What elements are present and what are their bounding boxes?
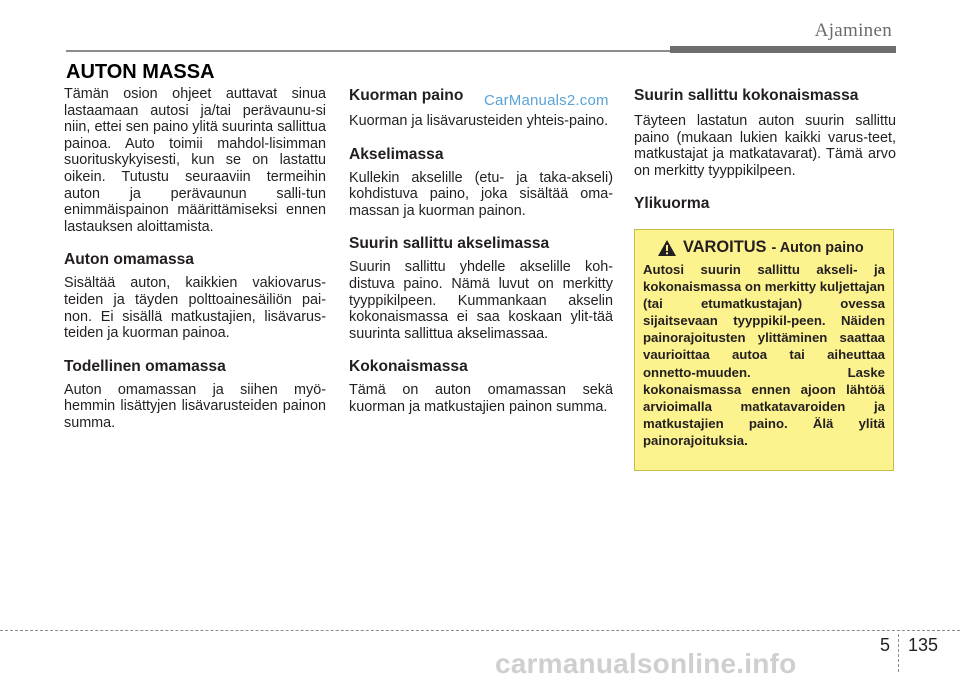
warning-subtitle: - Auton paino (771, 239, 864, 256)
heading-auton-omamassa: Auton omamassa (64, 251, 194, 269)
running-head: Ajaminen (814, 20, 892, 41)
warning-box (634, 229, 894, 471)
warning-header (657, 238, 885, 257)
heading-suurin-akselimassa: Suurin sallittu akselimassa (349, 235, 550, 253)
paragraph-auton-omamassa: Sisältää auton, kaikkien vakiovarus-teiden ja täyden polttoainesäiliön pai-non. Ei sisällä matkustajien, lisävarus-teiden ja kuorman painoa. (64, 275, 326, 342)
heading-kuorman-paino: Kuorman paino (349, 87, 464, 104)
paragraph-kuorman-paino: Kuorman ja lisävarusteiden yhteis-paino. (349, 113, 609, 129)
page-number: 135 (908, 635, 939, 655)
page-number-divider (898, 634, 899, 672)
column-left (64, 86, 326, 432)
header-rule-accent (670, 46, 896, 53)
footer-watermark: carmanualsonline.info (495, 648, 797, 679)
column-right (634, 86, 896, 213)
heading-todellinen-omamassa: Todellinen omamassa (64, 357, 226, 375)
heading-akselimassa: Akselimassa (349, 145, 444, 163)
paragraph-todellinen-omamassa: Auton omamassan ja siihen myö-hemmin lisättyjen lisävarusteiden painon summa. (64, 381, 326, 431)
watermark-link[interactable]: CarManuals2.com (484, 92, 609, 109)
paragraph-akselimassa: Kullekin akselille (etu- ja taka-akseli) kohdistuva paino, joka sisältää oma-massan ja kuorman painon. (349, 169, 613, 219)
warning-body: Autosi suurin sallittu akseli- ja kokonaismassa on merkitty kuljettajan (tai etumatkustajan) ovessa sijaitsevaan tyyppikil-peen. Näiden painorajoitusten ylittäminen saattaa vaurioittaa autoa tai aiheuttaa onnetto-muuden. Laske kokonaismassa ennen ajoon lähtöä arvioimalla matkatavaroiden ja matkustajien paino. Älä ylitä painorajoituksia. (643, 262, 885, 448)
header-rule (66, 50, 670, 52)
heading-kokonaismassa: Kokonaismassa (349, 358, 468, 376)
heading-suurin-kokonaismassa: Suurin sallittu kokonaismassa (634, 87, 859, 104)
paragraph-suurin-kokonaismassa: Täyteen lastatun auton suurin sallittu paino (mukaan lukien kaikki varus-teet, matkustajat ja matkatavarat). Tämä arvo on merkitty tyyppikilpeen. (634, 113, 896, 179)
intro-paragraph: Tämän osion ohjeet auttavat sinua lastaamaan autosi ja/tai perävaunu-si niin, ettei sen paino ylitä suurinta sallittua painoa. Auto toimii mahdol-lisimman suorituskykyisesti, kun se on lastattu oikein. Tutustu seuraaviin termeihin auton ja perävaunun salli-tun enimmäispainon määrittämiseksi ennen lastauksen aloittamista. (64, 86, 326, 235)
chapter-number: 5 (880, 635, 891, 655)
footer-rule (0, 630, 960, 631)
paragraph-suurin-akselimassa: Suurin sallittu yhdelle akselille koh-distuva paino. Nämä luvut on merkitty tyyppikilpeen. Kummankaan akselin kokonaismassa ei saa koskaan ylit-tää suurinta sallittua akselimassaa. (349, 259, 613, 342)
heading-ylikuorma: Ylikuorma (634, 195, 710, 213)
section-title: AUTON MASSA (66, 61, 215, 83)
warning-triangle-icon (657, 239, 677, 257)
column-middle (349, 86, 613, 416)
warning-title: VAROITUS (683, 238, 767, 256)
paragraph-kokonaismassa: Tämä on auton omamassan sekä kuorman ja matkustajien painon summa. (349, 382, 613, 415)
